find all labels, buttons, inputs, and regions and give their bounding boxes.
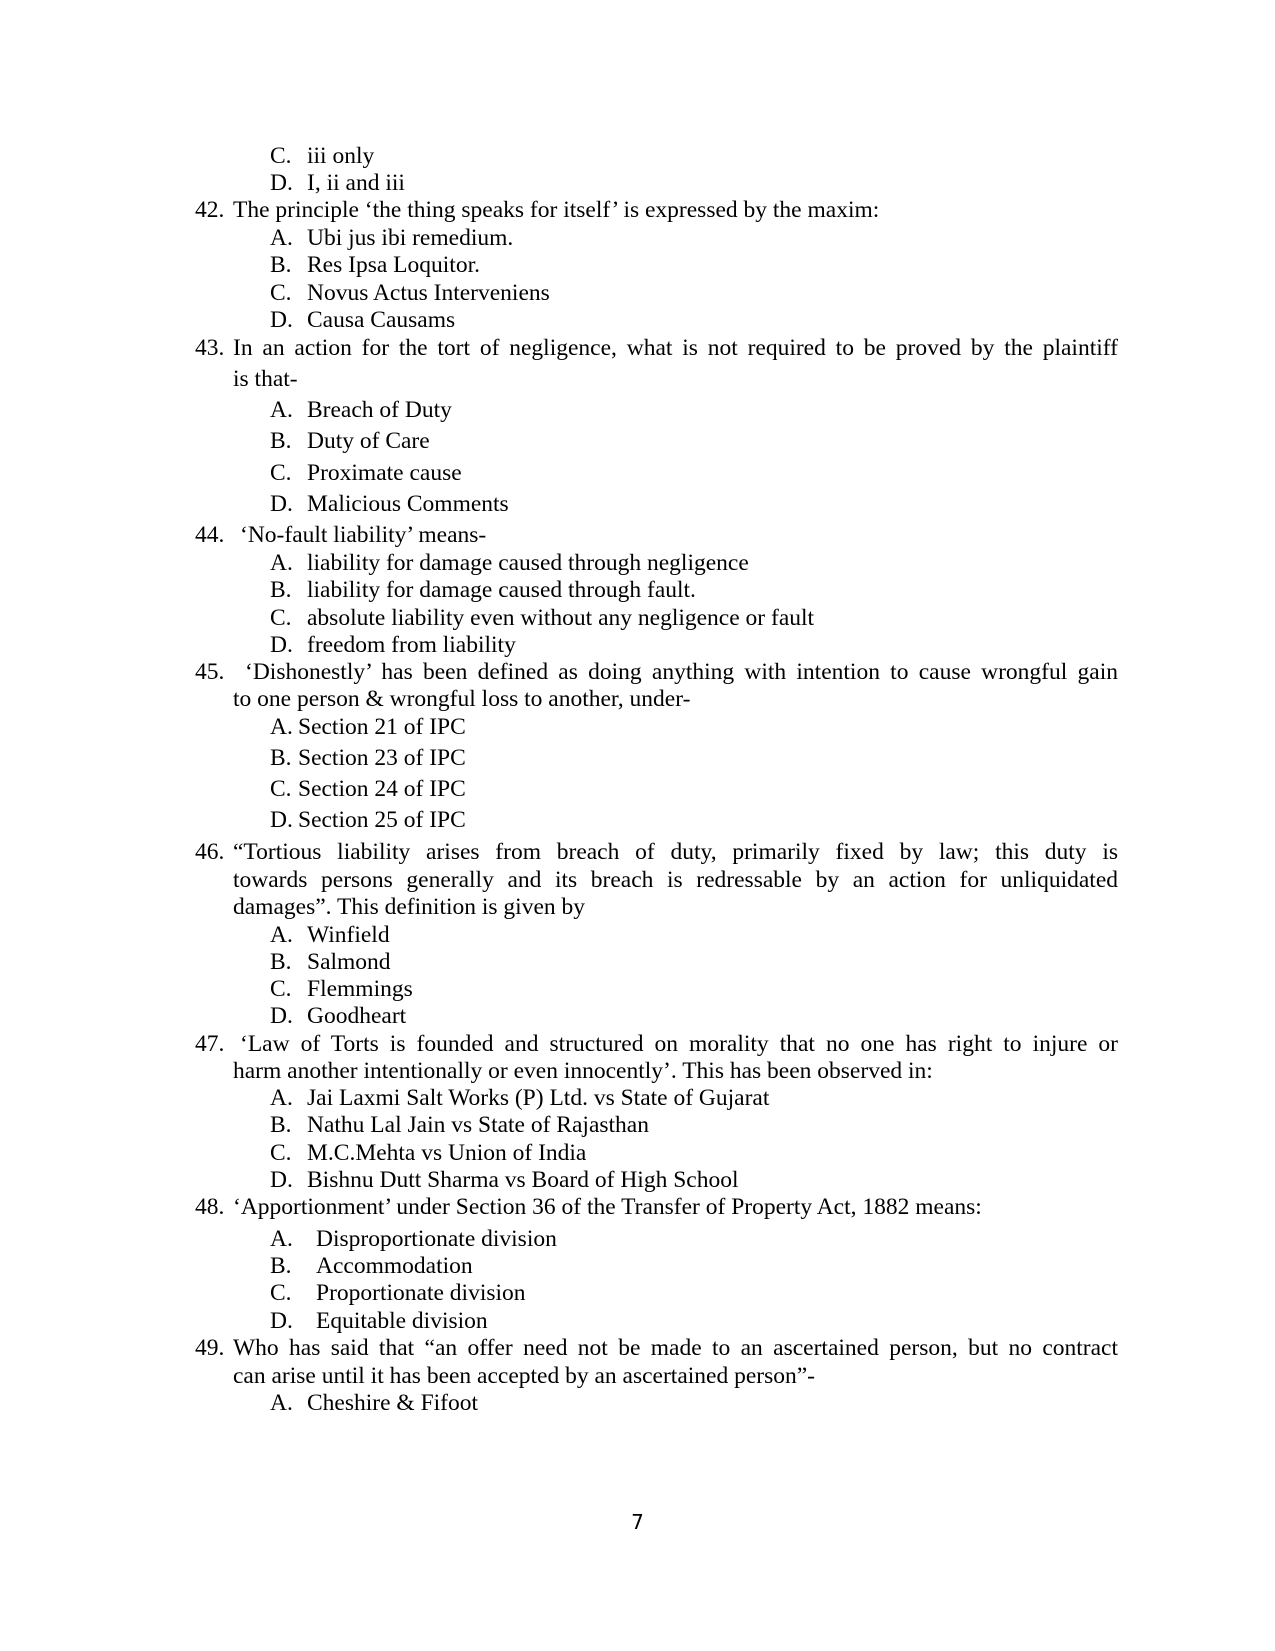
- q43-option-d: [270, 490, 509, 518]
- option-text: liability for damage caused through negligence: [307, 550, 749, 576]
- question-text-48: ‘Apportionment’ under Section 36 of the Transfer of Property Act, 1882 means:: [233, 1194, 982, 1220]
- option-text: Cheshire & Fifoot: [307, 1390, 479, 1416]
- q44-option-b: [270, 576, 696, 604]
- option-letter: D.: [270, 1308, 293, 1334]
- q49-option-a: [270, 1389, 478, 1417]
- option-text: I, ii and iii: [307, 170, 405, 196]
- q48-option-a: [270, 1225, 557, 1253]
- q46-option-c: [270, 975, 413, 1003]
- option-text: liability for damage caused through fault.: [307, 577, 696, 603]
- q47-option-b: [270, 1111, 649, 1139]
- option-text: Equitable division: [316, 1308, 488, 1334]
- question-text-49-line-1: Who has said that “an offer need not be made to an ascertained person, but no contract: [233, 1335, 1118, 1361]
- q47-option-a: [270, 1084, 769, 1112]
- question-number-47: 47.: [195, 1031, 225, 1057]
- option-letter: B.: [270, 1253, 292, 1279]
- option-letter: B.: [270, 745, 292, 771]
- q46-option-b: [270, 948, 391, 976]
- q41-option-c: [270, 142, 374, 170]
- option-text: Bishnu Dutt Sharma vs Board of High School: [307, 1167, 739, 1193]
- question-number-43: 43.: [195, 335, 225, 361]
- question-text-45-line-1: ‘Dishonestly’ has been defined as doing anything with intention to cause wrongful gain: [245, 659, 1118, 685]
- q43-option-a: [270, 396, 452, 424]
- option-text: Section 23 of IPC: [298, 745, 466, 771]
- option-text: Jai Laxmi Salt Works (P) Ltd. vs State of Gujarat: [307, 1085, 770, 1111]
- option-text: Malicious Comments: [307, 491, 509, 517]
- option-letter: A.: [270, 1390, 293, 1416]
- option-letter: B.: [270, 252, 292, 278]
- q46-option-a: [270, 921, 390, 949]
- option-letter: B.: [270, 949, 292, 975]
- question-text-46-line-1: “Tortious liability arises from breach of duty, primarily fixed by law; this duty is: [233, 839, 1118, 865]
- option-letter: D.: [270, 491, 293, 517]
- q45-option-c: [270, 775, 466, 803]
- question-text-44: ‘No-fault liability’ means-: [240, 522, 487, 548]
- option-letter: A.: [270, 397, 293, 423]
- option-letter: D.: [270, 632, 293, 658]
- question-text-46-line-3: damages”. This definition is given by: [233, 894, 586, 920]
- option-text: Proximate cause: [307, 460, 462, 486]
- option-text: Ubi jus ibi remedium.: [307, 225, 514, 251]
- option-letter: D.: [270, 307, 293, 333]
- option-text: Novus Actus Interveniens: [307, 280, 550, 306]
- q44-option-a: [270, 549, 749, 577]
- option-letter: B.: [270, 1112, 292, 1138]
- page-number: 7: [631, 1510, 644, 1534]
- option-text: Accommodation: [316, 1253, 473, 1279]
- q46-option-d: [270, 1002, 406, 1030]
- question-number-48: 48.: [195, 1194, 225, 1220]
- q44-option-d: [270, 631, 516, 659]
- question-number-45: 45.: [195, 659, 225, 685]
- question-text-45-line-2: to one person & wrongful loss to another, under-: [233, 686, 691, 712]
- option-text: freedom from liability: [307, 632, 516, 658]
- option-letter: D.: [270, 1003, 293, 1029]
- question-number-46: 46.: [195, 839, 225, 865]
- option-text: Section 25 of IPC: [298, 807, 466, 833]
- option-letter: C.: [270, 776, 292, 802]
- option-text: Salmond: [307, 949, 391, 975]
- q47-option-c: [270, 1139, 586, 1167]
- q48-option-d: [270, 1307, 488, 1335]
- question-text-46-line-2: towards persons generally and its breach is redressable by an action for unliquidated: [233, 867, 1118, 893]
- option-letter: C.: [270, 1140, 292, 1166]
- option-text: Causa Causams: [307, 307, 456, 333]
- q42-option-b: [270, 251, 480, 279]
- option-text: Nathu Lal Jain vs State of Rajasthan: [307, 1112, 649, 1138]
- q43-option-b: [270, 427, 430, 455]
- q42-option-d: [270, 306, 455, 334]
- option-letter: C.: [270, 460, 292, 486]
- option-letter: C.: [270, 1280, 292, 1306]
- option-text: Section 21 of IPC: [298, 714, 466, 740]
- q45-option-a: [270, 713, 466, 741]
- q47-option-d: [270, 1166, 738, 1194]
- question-text-47-line-2: harm another intentionally or even innocently’. This has been observed in:: [233, 1058, 933, 1084]
- q45-option-d: [270, 806, 466, 834]
- option-letter: D.: [270, 170, 293, 196]
- option-text: Section 24 of IPC: [298, 776, 466, 802]
- q48-option-c: [270, 1279, 526, 1307]
- option-text: Goodheart: [307, 1003, 407, 1029]
- option-text: Res Ipsa Loquitor.: [307, 252, 480, 278]
- option-text: Flemmings: [307, 976, 413, 1002]
- question-text-43-line-2: is that-: [233, 366, 298, 392]
- q42-option-a: [270, 224, 513, 252]
- question-number-44: 44.: [195, 522, 225, 548]
- q41-option-d: [270, 169, 405, 197]
- option-text: Disproportionate division: [316, 1226, 557, 1252]
- question-text-49-line-2: can arise until it has been accepted by an ascertained person”-: [233, 1363, 816, 1389]
- option-letter: C.: [270, 605, 292, 631]
- option-letter: C.: [270, 976, 292, 1002]
- option-letter: D.: [270, 1167, 293, 1193]
- question-text-43-line-1: In an action for the tort of negligence, what is not required to be proved by the plaintiff: [233, 335, 1118, 361]
- q45-option-b: [270, 744, 466, 772]
- option-letter: D.: [270, 807, 293, 833]
- option-letter: B.: [270, 428, 292, 454]
- option-text: Winfield: [307, 922, 390, 948]
- option-letter: A.: [270, 714, 293, 740]
- option-text: Proportionate division: [316, 1280, 526, 1306]
- question-number-49: 49.: [195, 1335, 225, 1361]
- option-letter: B.: [270, 577, 292, 603]
- option-text: absolute liability even without any negligence or fault: [307, 605, 815, 631]
- q43-option-c: [270, 459, 462, 487]
- question-text-47-line-1: ‘Law of Torts is founded and structured on morality that no one has right to injure or: [240, 1031, 1118, 1057]
- option-text: Duty of Care: [307, 428, 430, 454]
- option-text: M.C.Mehta vs Union of India: [307, 1140, 587, 1166]
- q44-option-c: [270, 604, 814, 632]
- q42-option-c: [270, 279, 550, 307]
- option-letter: A.: [270, 1085, 293, 1111]
- option-letter: C.: [270, 280, 292, 306]
- option-letter: C.: [270, 143, 292, 169]
- option-text: iii only: [307, 143, 375, 169]
- option-text: Breach of Duty: [307, 397, 452, 423]
- option-letter: A.: [270, 550, 293, 576]
- option-letter: A.: [270, 1226, 293, 1252]
- option-letter: A.: [270, 922, 293, 948]
- q48-option-b: [270, 1252, 473, 1280]
- question-text-42: The principle ‘the thing speaks for itself’ is expressed by the maxim:: [233, 197, 880, 223]
- question-number-42: 42.: [195, 197, 225, 223]
- option-letter: A.: [270, 225, 293, 251]
